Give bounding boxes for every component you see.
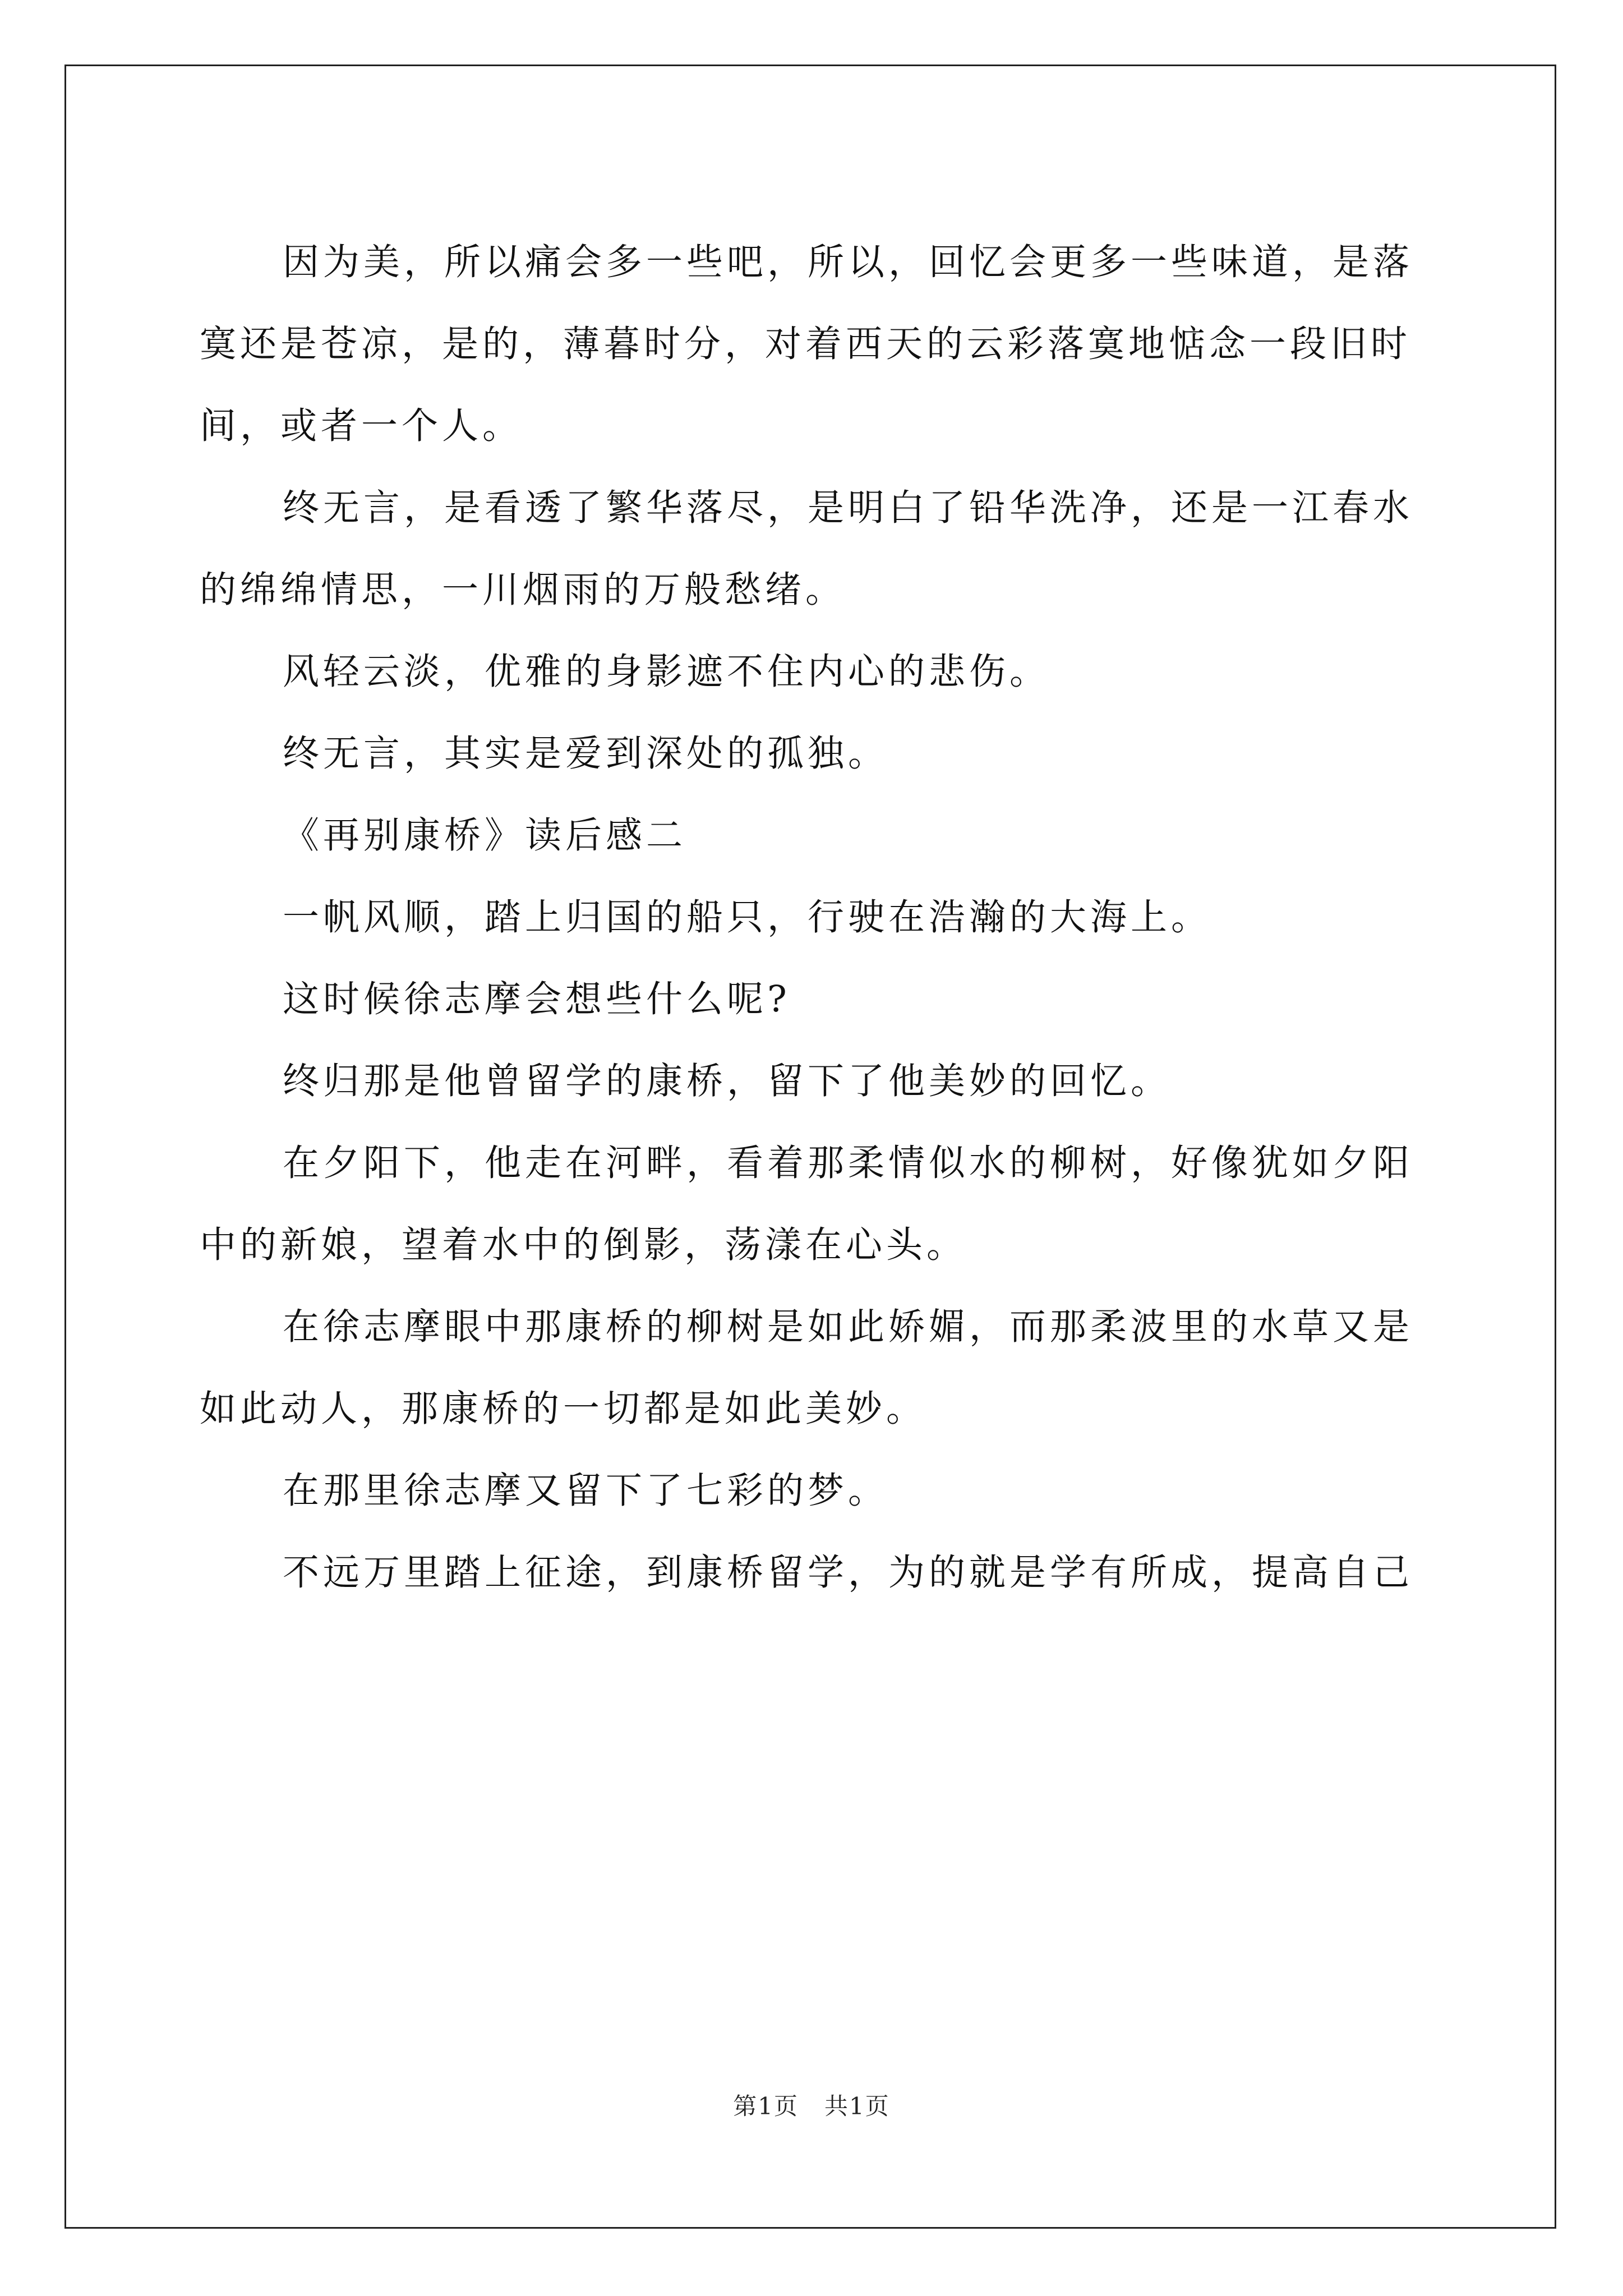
paragraph: 终无言，是看透了繁华落尽，是明白了铅华洗净，还是一江春水的绵绵情思，一川烟雨的万般愁绪。 <box>200 487 1414 611</box>
paragraph: 在徐志摩眼中那康桥的柳树是如此娇媚，而那柔波里的水草又是如此动人，那康桥的一切都是如此美妙。 <box>200 1306 1414 1430</box>
section-heading: 《再别康桥》读后感二 <box>283 815 687 857</box>
paragraph: 不远万里踏上征途，到康桥留学，为的就是学有所成，提高自己 <box>283 1552 1414 1594</box>
paragraph: 终无言，其实是爱到深处的孤独。 <box>283 733 889 775</box>
paragraph: 一帆风顺，踏上归国的船只，行驶在浩瀚的大海上。 <box>283 896 1212 938</box>
document-body <box>200 222 1428 1614</box>
paragraph: 风轻云淡，优雅的身影遮不住内心的悲伤。 <box>283 651 1050 693</box>
page-total: 共1页 <box>824 2092 890 2120</box>
paragraph: 这时候徐志摩会想些什么呢? <box>283 978 791 1020</box>
paragraph: 终归那是他曾留学的康桥，留下了他美妙的回忆。 <box>283 1060 1172 1102</box>
page-footer <box>0 2090 1623 2123</box>
paragraph: 在夕阳下，他走在河畔，看着那柔情似水的柳树，好像犹如夕阳中的新娘，望着水中的倒影，荡漾在心头。 <box>200 1142 1414 1266</box>
page-number: 第1页 <box>733 2092 799 2120</box>
paragraph: 在那里徐志摩又留下了七彩的梦。 <box>283 1470 889 1512</box>
paragraph: 因为美，所以痛会多一些吧，所以，回忆会更多一些味道，是落寞还是苍凉，是的，薄暮时分，对着西天的云彩落寞地惦念一段旧时间，或者一个人。 <box>200 241 1414 447</box>
